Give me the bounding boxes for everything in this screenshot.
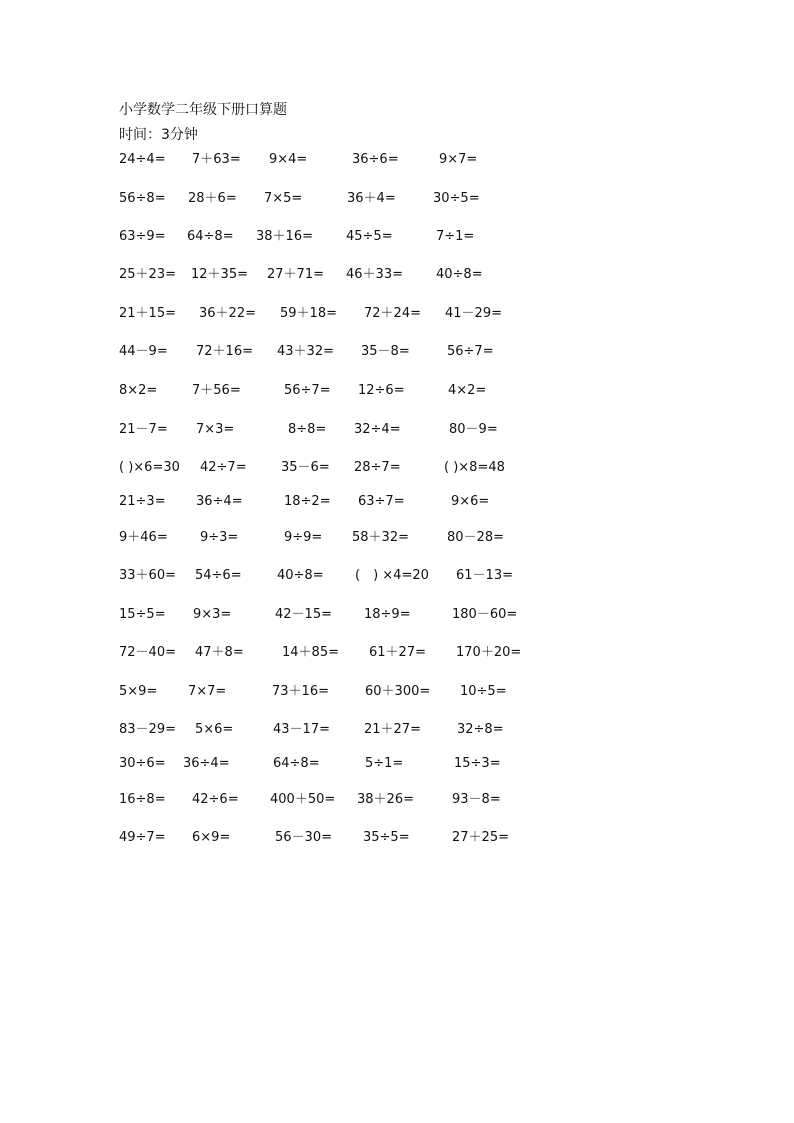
- problem-cell: 9×3=: [193, 607, 232, 622]
- problem-cell: ( ) ×4=20: [355, 568, 429, 583]
- problem-cell: ( )×6=30: [119, 460, 180, 475]
- problem-cell: 21＋15=: [119, 306, 176, 321]
- problem-cell: 56÷8=: [119, 191, 166, 206]
- problem-cell: 7×7=: [188, 684, 227, 699]
- problem-row: [0, 421, 794, 439]
- problem-row: [0, 228, 794, 246]
- problem-cell: 80－9=: [449, 422, 498, 437]
- problem-cell: 27＋71=: [267, 267, 324, 282]
- problem-cell: 38＋16=: [256, 229, 313, 244]
- problem-cell: 9＋46=: [119, 530, 168, 545]
- problem-cell: 56－30=: [275, 830, 332, 845]
- problem-cell: 61＋27=: [369, 645, 426, 660]
- problem-cell: 30÷5=: [433, 191, 480, 206]
- problem-cell: 28＋6=: [188, 191, 237, 206]
- problem-cell: 18÷2=: [284, 494, 331, 509]
- problem-cell: 24÷4=: [119, 152, 166, 167]
- problem-cell: 9×6=: [451, 494, 490, 509]
- problem-cell: 15÷3=: [454, 756, 501, 771]
- problem-cell: 4×2=: [448, 383, 487, 398]
- problem-cell: 36＋4=: [347, 191, 396, 206]
- problem-cell: 9÷9=: [284, 530, 323, 545]
- problem-cell: 21＋27=: [364, 722, 421, 737]
- problem-cell: 25＋23=: [119, 267, 176, 282]
- problem-cell: 35－8=: [361, 344, 410, 359]
- problem-cell: 60＋300=: [365, 684, 431, 699]
- page-title: 小学数学二年级下册口算题: [119, 102, 287, 118]
- problem-row: [0, 791, 794, 809]
- problem-cell: 9÷3=: [200, 530, 239, 545]
- problem-cell: 46＋33=: [346, 267, 403, 282]
- problem-cell: 5×6=: [195, 722, 234, 737]
- problem-cell: 30÷6=: [119, 756, 166, 771]
- problem-cell: 7＋63=: [192, 152, 241, 167]
- problem-cell: 10÷5=: [460, 684, 507, 699]
- problem-cell: 72＋24=: [364, 306, 421, 321]
- problem-cell: 64÷8=: [273, 756, 320, 771]
- problem-row: [0, 266, 794, 284]
- problem-cell: 93－8=: [452, 792, 501, 807]
- problem-cell: 49÷7=: [119, 830, 166, 845]
- problem-cell: 7÷1=: [436, 229, 475, 244]
- problem-row: [0, 305, 794, 323]
- problem-cell: 170＋20=: [456, 645, 522, 660]
- problem-cell: 44－9=: [119, 344, 168, 359]
- problem-cell: 14＋85=: [282, 645, 339, 660]
- problem-cell: 8÷8=: [288, 422, 327, 437]
- problem-cell: 32÷8=: [457, 722, 504, 737]
- problem-cell: 43－17=: [273, 722, 330, 737]
- problem-cell: 5÷1=: [365, 756, 404, 771]
- problem-cell: 36＋22=: [199, 306, 256, 321]
- problem-cell: 7×5=: [264, 191, 303, 206]
- problem-row: [0, 190, 794, 208]
- problem-row: [0, 644, 794, 662]
- problem-row: [0, 683, 794, 701]
- problem-cell: 400＋50=: [270, 792, 336, 807]
- problem-cell: 6×9=: [192, 830, 231, 845]
- problem-cell: 18÷9=: [364, 607, 411, 622]
- problem-cell: 45÷5=: [346, 229, 393, 244]
- problem-cell: 42÷7=: [200, 460, 247, 475]
- problem-cell: 63÷7=: [358, 494, 405, 509]
- problem-cell: 56÷7=: [284, 383, 331, 398]
- problem-cell: 83－29=: [119, 722, 176, 737]
- problem-cell: 35÷5=: [363, 830, 410, 845]
- problem-cell: 9×4=: [269, 152, 308, 167]
- problem-cell: 36÷6=: [352, 152, 399, 167]
- problem-cell: 72＋16=: [196, 344, 253, 359]
- problem-cell: 41－29=: [445, 306, 502, 321]
- problem-cell: 61－13=: [456, 568, 513, 583]
- problem-cell: 12÷6=: [358, 383, 405, 398]
- problem-cell: 38＋26=: [357, 792, 414, 807]
- problem-cell: 59＋18=: [280, 306, 337, 321]
- problem-cell: 36÷4=: [196, 494, 243, 509]
- problem-cell: 63÷9=: [119, 229, 166, 244]
- problem-row: [0, 606, 794, 624]
- problem-row: [0, 493, 794, 511]
- problem-cell: 21÷3=: [119, 494, 166, 509]
- problem-cell: 28÷7=: [354, 460, 401, 475]
- problem-cell: 16÷8=: [119, 792, 166, 807]
- problem-cell: 64÷8=: [187, 229, 234, 244]
- problem-cell: 43＋32=: [277, 344, 334, 359]
- problem-cell: 42÷6=: [192, 792, 239, 807]
- problem-row: [0, 829, 794, 847]
- problem-cell: 21－7=: [119, 422, 168, 437]
- problem-cell: 40÷8=: [277, 568, 324, 583]
- problem-cell: 35－6=: [281, 460, 330, 475]
- problem-row: [0, 382, 794, 400]
- problem-cell: 58＋32=: [352, 530, 409, 545]
- problem-cell: 7×3=: [196, 422, 235, 437]
- problem-row: [0, 529, 794, 547]
- problem-cell: 27＋25=: [452, 830, 509, 845]
- problem-cell: 8×2=: [119, 383, 158, 398]
- problem-cell: ( )×8=48: [444, 460, 505, 475]
- problem-cell: 56÷7=: [447, 344, 494, 359]
- problem-cell: 36÷4=: [183, 756, 230, 771]
- problem-cell: 180－60=: [452, 607, 518, 622]
- problem-cell: 32÷4=: [354, 422, 401, 437]
- problem-cell: 15÷5=: [119, 607, 166, 622]
- problem-cell: 47＋8=: [195, 645, 244, 660]
- problem-cell: 12＋35=: [191, 267, 248, 282]
- problem-row: [0, 755, 794, 773]
- problem-row: [0, 459, 794, 477]
- problem-cell: 5×9=: [119, 684, 158, 699]
- problem-cell: 42－15=: [275, 607, 332, 622]
- problem-row: [0, 151, 794, 169]
- problem-cell: 72－40=: [119, 645, 176, 660]
- problem-row: [0, 567, 794, 585]
- problem-cell: 80－28=: [447, 530, 504, 545]
- problem-row: [0, 343, 794, 361]
- problem-row: [0, 721, 794, 739]
- problem-cell: 54÷6=: [195, 568, 242, 583]
- problem-cell: 40÷8=: [436, 267, 483, 282]
- time-limit: 时间：3分钟: [119, 127, 198, 143]
- problem-cell: 9×7=: [439, 152, 478, 167]
- problem-cell: 73＋16=: [272, 684, 329, 699]
- problem-cell: 7＋56=: [192, 383, 241, 398]
- problem-cell: 33＋60=: [119, 568, 176, 583]
